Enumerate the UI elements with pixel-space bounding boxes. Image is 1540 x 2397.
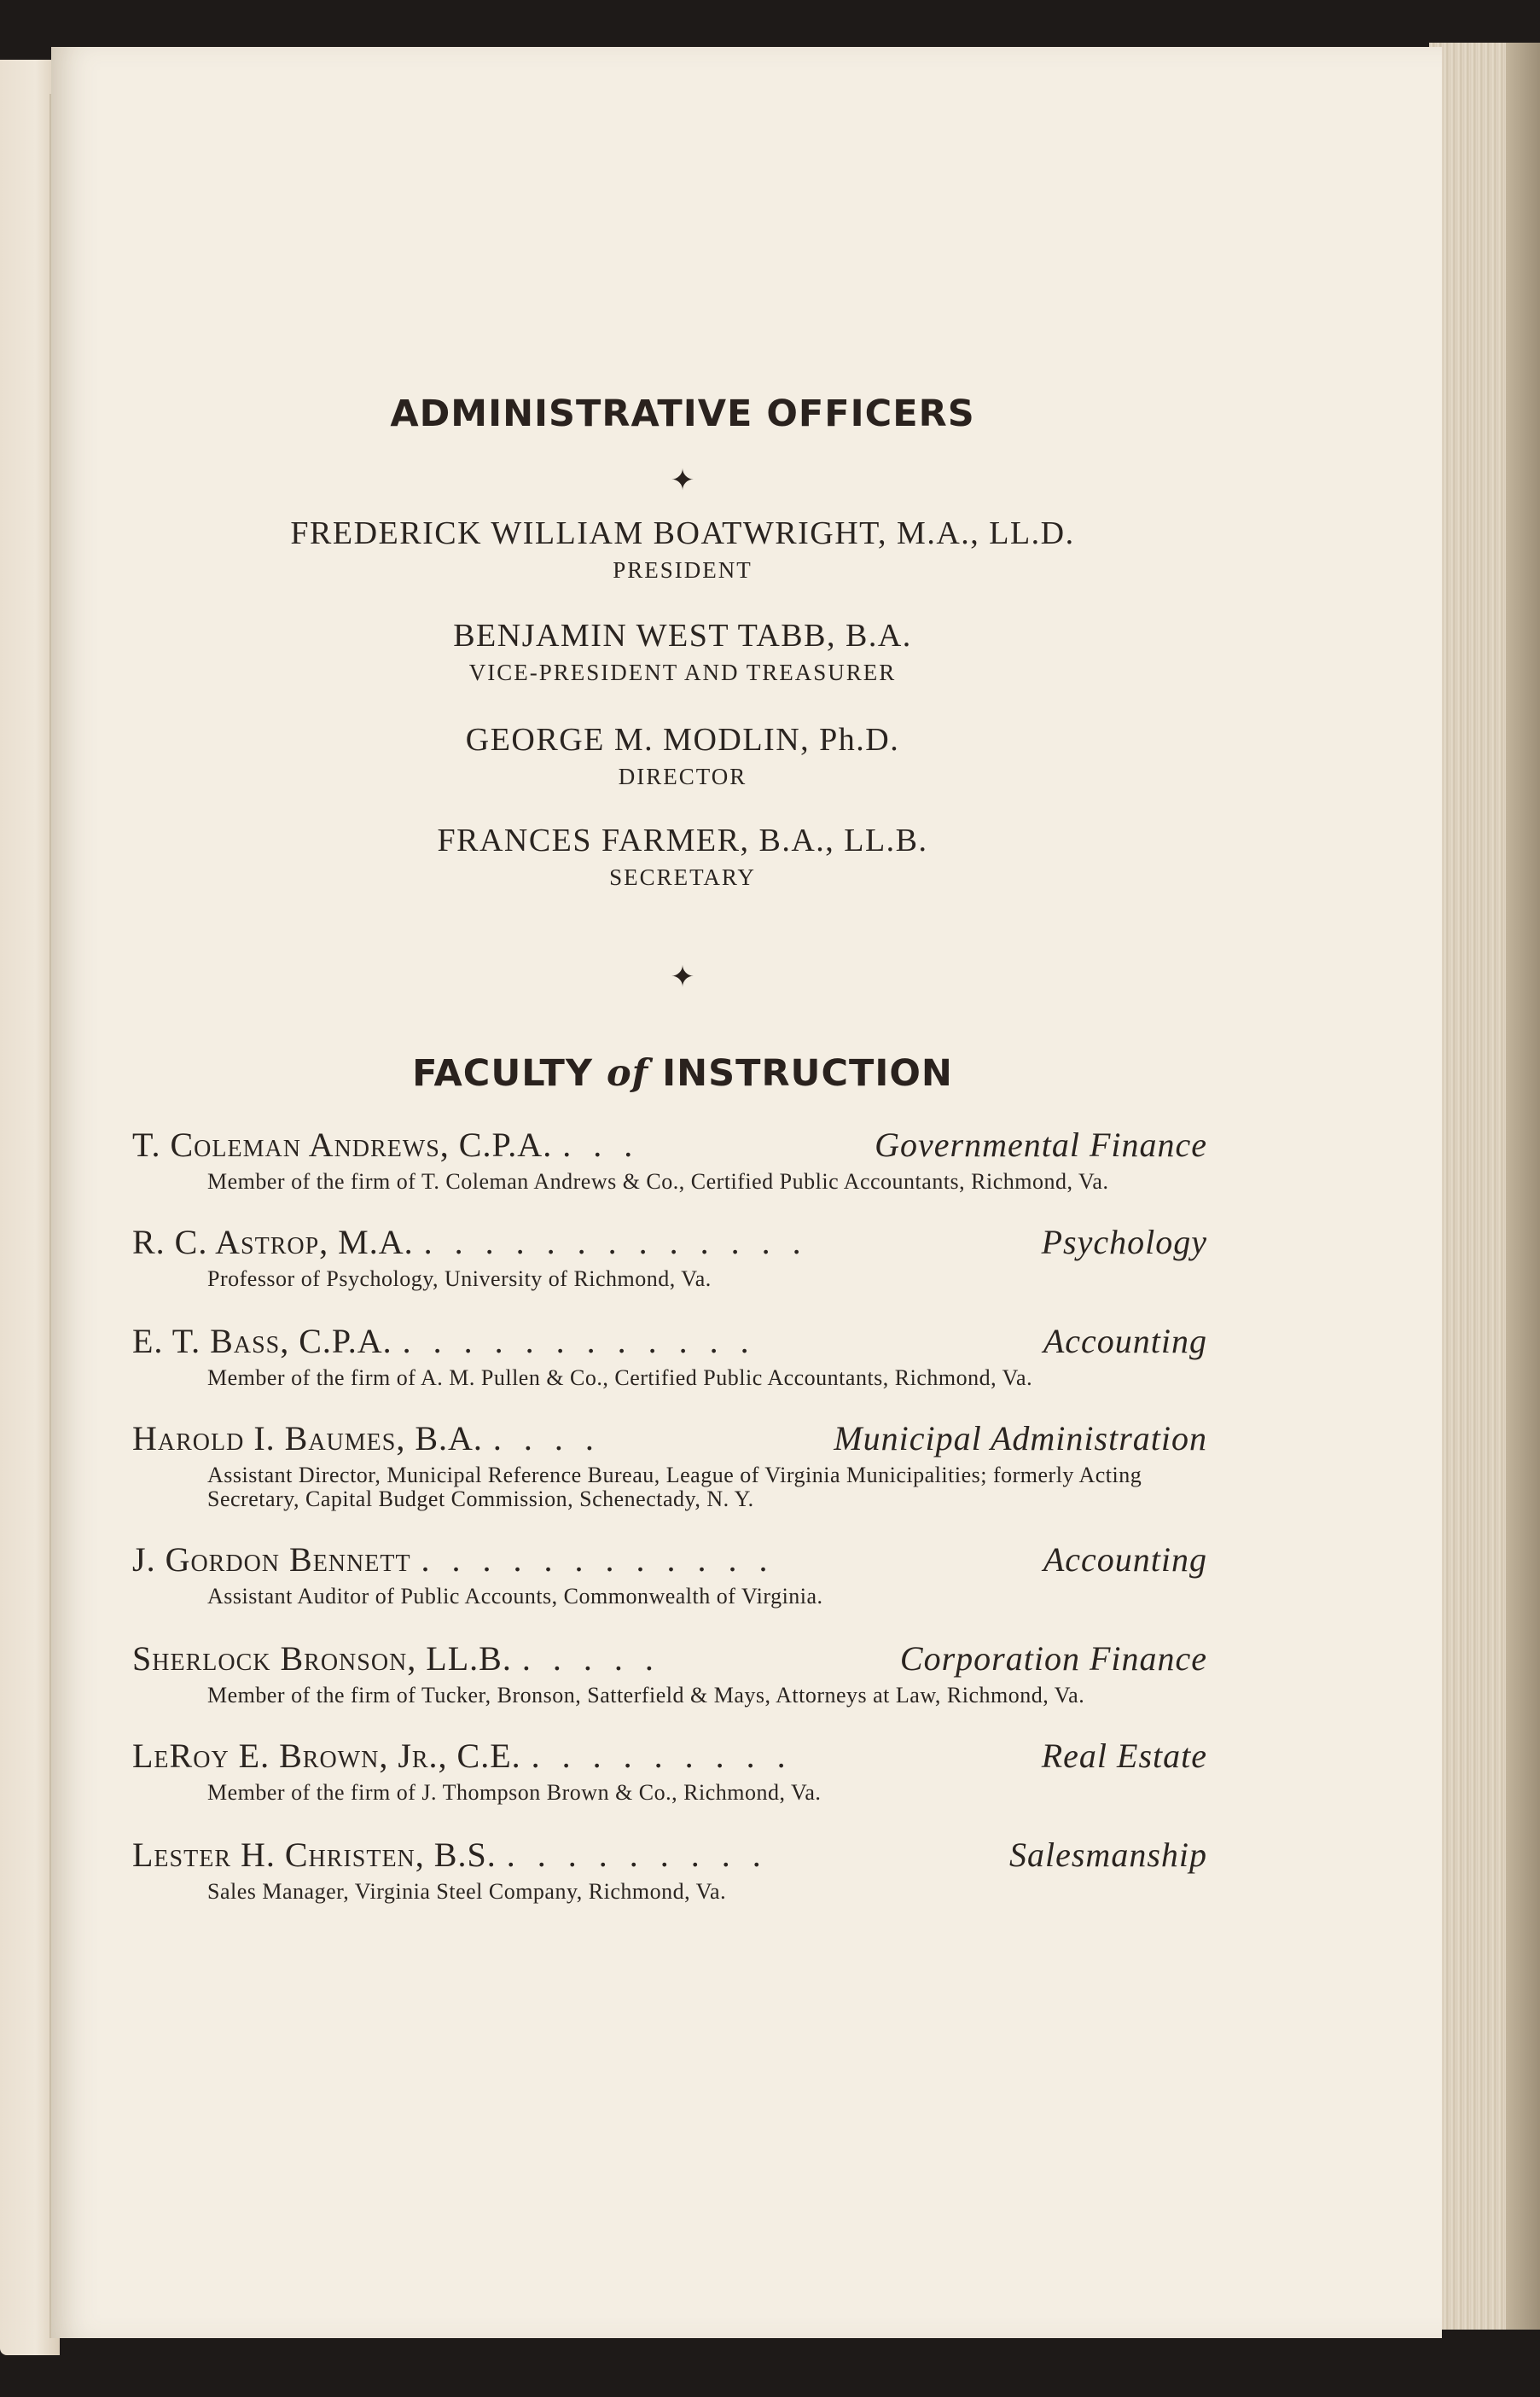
leader-dots: . . . . . . . . .	[531, 1737, 793, 1775]
faculty-member-description: Sales Manager, Virginia Steel Company, Richmond, Va.	[207, 1879, 727, 1904]
faculty-member-description: Member of the firm of J. Thompson Brown & Co., Richmond, Va.	[207, 1780, 822, 1805]
faculty-heading-of: of	[607, 1052, 649, 1095]
officer-entry	[51, 515, 1314, 585]
faculty-member	[132, 1417, 1207, 1511]
officer-role: DIRECTOR	[618, 764, 747, 789]
leader-dots: . . . . .	[521, 1639, 660, 1678]
faculty-member-description: Member of the firm of A. M. Pullen & Co., Certified Public Accountants, Richmond, Va.	[207, 1365, 1033, 1390]
leader-dots: . . . . . . . . . . . .	[421, 1540, 775, 1579]
faculty-heading-pre: FACULTY	[412, 1052, 607, 1095]
book-page-edges	[1429, 43, 1540, 2330]
faculty-member-subject: Accounting	[1043, 1322, 1207, 1360]
faculty-member	[132, 1735, 1207, 1805]
faculty-member-name: Lester H. Christen, B.S.	[132, 1836, 497, 1874]
leader-dots: . . . . . . . . . . . . .	[423, 1223, 808, 1261]
faculty-member	[132, 1320, 1207, 1390]
ornament-star-icon: ✦	[670, 465, 695, 497]
faculty-member-description: Assistant Director, Municipal Reference Bureau, League of Virginia Municipalities; formerly Acting Secretary, Capital Budget Commission, Schenectady, N. Y.	[207, 1463, 1142, 1511]
faculty-member-name: Harold I. Baumes, B.A.	[132, 1419, 483, 1457]
faculty-member-subject: Governmental Finance	[875, 1126, 1207, 1164]
faculty-member-description: Member of the firm of T. Coleman Andrews & Co., Certified Public Accountants, Richmond, Va.	[207, 1169, 1109, 1194]
faculty-member	[132, 1539, 1207, 1609]
faculty-heading	[51, 1052, 1314, 1095]
faculty-member-subject: Real Estate	[1041, 1737, 1207, 1775]
officer-name: FRANCES FARMER, B.A., LL.B.	[437, 823, 928, 858]
faculty-member-name: Sherlock Bronson, LL.B.	[132, 1639, 512, 1678]
faculty-member-name: E. T. Bass, C.P.A.	[132, 1322, 392, 1360]
faculty-member-subject: Accounting	[1043, 1540, 1207, 1579]
faculty-member	[132, 1124, 1207, 1194]
leader-dots: . . . .	[492, 1419, 601, 1457]
officer-entry	[51, 822, 1314, 892]
faculty-member-subject: Psychology	[1041, 1223, 1207, 1261]
faculty-list	[132, 1124, 1207, 1904]
officer-role: PRESIDENT	[613, 557, 753, 583]
faculty-member-subject: Corporation Finance	[899, 1639, 1207, 1678]
officer-entry	[51, 617, 1314, 687]
officer-entry	[51, 721, 1314, 791]
ornament-star-icon: ✦	[670, 962, 695, 993]
officer-role: SECRETARY	[609, 864, 756, 890]
officer-name: BENJAMIN WEST TABB, B.A.	[453, 618, 912, 654]
book-page	[51, 47, 1442, 2338]
leader-dots: . . .	[562, 1126, 640, 1164]
faculty-heading-post: INSTRUCTION	[648, 1052, 953, 1095]
faculty-member	[132, 1638, 1207, 1708]
administrative-officers-heading: ADMINISTRATIVE OFFICERS	[390, 393, 975, 435]
faculty-member-name: T. Coleman Andrews, C.P.A.	[132, 1126, 553, 1164]
faculty-member-subject: Municipal Administration	[834, 1419, 1207, 1457]
faculty-member-description: Member of the firm of Tucker, Bronson, Satterfield & Mays, Attorneys at Law, Richmond, Va.	[207, 1683, 1085, 1708]
faculty-member-name: LeRoy E. Brown, Jr., C.E.	[132, 1737, 521, 1775]
faculty-member	[132, 1221, 1207, 1291]
officer-name: GEORGE M. MODLIN, Ph.D.	[465, 722, 900, 758]
officer-role: VICE-PRESIDENT AND TREASURER	[468, 660, 897, 685]
leader-dots: . . . . . . . . . . . .	[402, 1322, 756, 1360]
faculty-member-description: Professor of Psychology, University of Richmond, Va.	[207, 1266, 712, 1291]
faculty-member-name: J. Gordon Bennett	[132, 1540, 411, 1579]
faculty-member-name: R. C. Astrop, M.A.	[132, 1223, 414, 1261]
faculty-member-subject: Salesmanship	[1009, 1836, 1207, 1874]
faculty-member	[132, 1834, 1207, 1904]
leader-dots: . . . . . . . . .	[506, 1836, 768, 1874]
faculty-member-description: Assistant Auditor of Public Accounts, Commonwealth of Virginia.	[207, 1584, 823, 1609]
officer-name: FREDERICK WILLIAM BOATWRIGHT, M.A., LL.D.	[290, 515, 1075, 551]
